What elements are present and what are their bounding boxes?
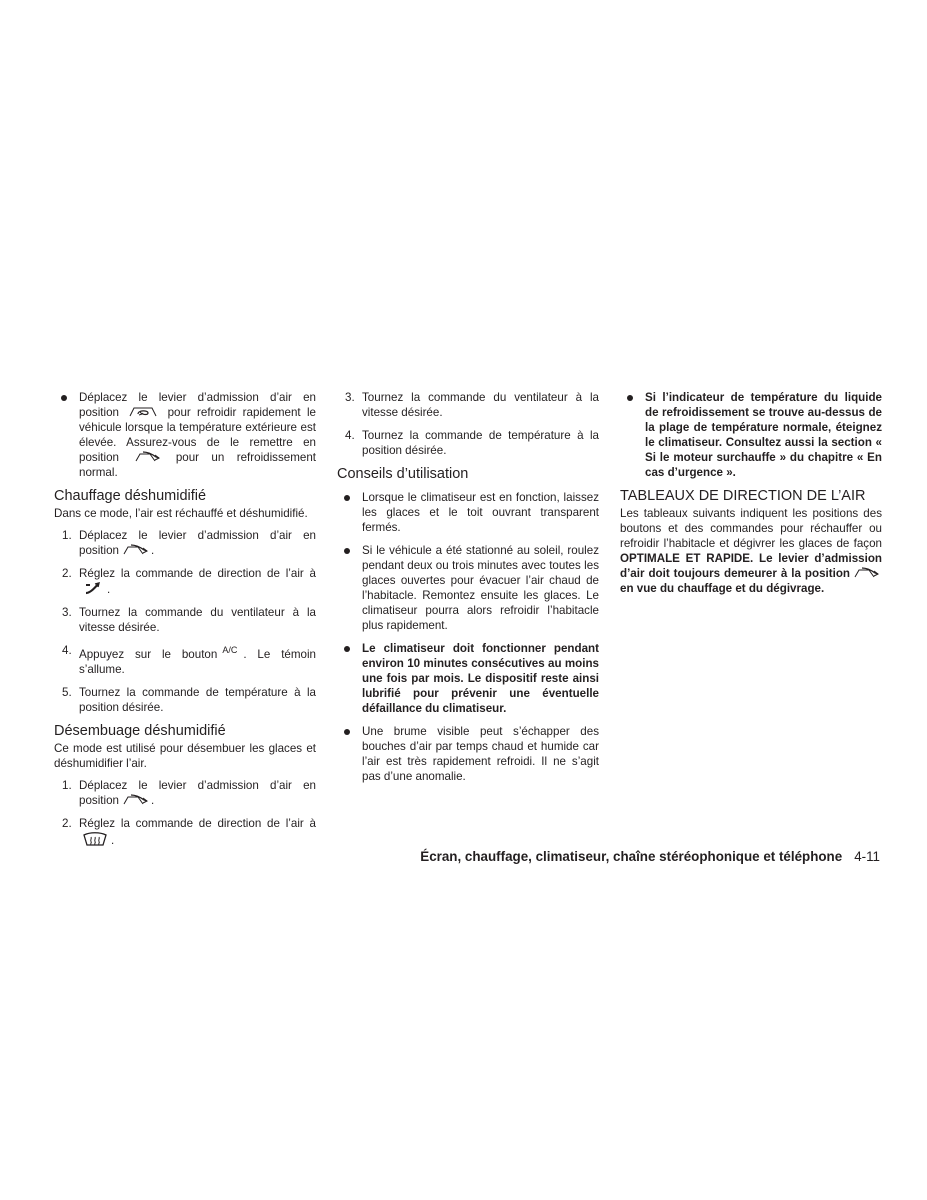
step-text: Tournez la commande du ventilateur à la vitesse désirée. [362, 391, 599, 419]
outside-air-icon [122, 543, 148, 556]
heading-chauffage-deshumidifie: Chauffage déshumidifié [54, 488, 207, 504]
step-text: Tournez la commande de température à la position désirée. [79, 686, 316, 714]
chapter-title: Écran, chauffage, climatiseur, chaîne stéréophonique et téléphone [420, 849, 843, 864]
step-tail: . Le témoin s’allume. [79, 648, 317, 676]
outside-air-icon [122, 793, 148, 806]
defroster-icon [82, 831, 108, 846]
tip-bullet: Si le véhicule a été stationné au soleil, roulez pendant deux ou trois minutes avec toutes les glaces ouvertes pour évacuer l’air chaud de l’habitacle. Remontez ensuite les glaces. Le climatiseur pourra alors refroidir l’habitacle plus rapidement. [337, 543, 599, 633]
step-5 [54, 685, 316, 715]
step-number: 4. [345, 429, 355, 442]
step-text: Appuyez sur le bouton [79, 648, 218, 661]
step-tail: . [107, 583, 111, 596]
step-1 [54, 778, 316, 808]
step-text: Tournez la commande de température à la position désirée. [362, 429, 599, 457]
step-4 [337, 428, 599, 458]
column-middle [337, 390, 599, 792]
paragraph-tableaux [620, 506, 882, 596]
bullet-text-end: pour un refroidissement normal. [79, 451, 316, 479]
paragraph-desembuage: Ce mode est utilisé pour désembuer les glaces et déshumidifier l’air. [54, 742, 316, 770]
paragraph-bold-end: en vue du chauffage et du dégivrage. [620, 582, 825, 595]
step-number: 2. [62, 817, 72, 830]
paragraph-bold: OPTIMALE ET RAPIDE. Le levier d’admission d’air doit toujours demeurer à la position [620, 552, 882, 580]
heading-conseils-utilisation: Conseils d’utilisation [337, 466, 469, 482]
column-right [620, 390, 882, 596]
step-number: 3. [345, 391, 355, 404]
outside-air-icon [853, 566, 879, 579]
step-number: 1. [62, 529, 72, 542]
step-tail: . [150, 794, 155, 807]
tip-bullet: Une brume visible peut s’échapper des bouches d’air par temps chaud et humide car l’air est très rapidement refroidi. Il ne s’agit pas d’une anomalie. [337, 724, 599, 784]
bullet-recirculation [54, 390, 316, 480]
step-text: Réglez la commande de direction de l’air à [79, 567, 316, 580]
step-number: 2. [62, 567, 72, 580]
step-text: Tournez la commande du ventilateur à la vitesse désirée. [79, 606, 316, 634]
step-3 [337, 390, 599, 420]
bullet-text-cont: pour refroidir rapidement le véhicule lorsque la température extérieure est élevée. Assurez-vous de le remettre en position [79, 406, 316, 464]
tip-bullet-bold: Le climatiseur doit fonctionner pendant environ 10 minutes consécutives au moins une fois par mois. Le dispositif reste ainsi lubrifié pour prévenir une éventuelle défaillance du climatiseur. [337, 641, 599, 716]
heading-desembuage-deshumidifie: Désembuage déshumidifié [54, 723, 226, 739]
air-recirculation-icon [128, 405, 158, 418]
page-number: 4-11 [854, 849, 880, 864]
step-number: 4. [62, 644, 72, 657]
step-number: 1. [62, 779, 72, 792]
step-text: Déplacez le levier d’admission d’air en position [79, 779, 316, 807]
foot-vent-icon [82, 581, 104, 595]
step-tail: . [150, 544, 155, 557]
step-text: Déplacez le levier d’admission d’air en position [79, 529, 316, 557]
tip-bullet: Lorsque le climatiseur est en fonction, laissez les glaces et le toit ouvrant transparent fermés. [337, 490, 599, 535]
step-tail: . [111, 834, 115, 847]
outside-air-icon [134, 450, 160, 463]
bullet-text: Déplacez le levier d’admission d’air en position [79, 391, 316, 419]
step-2 [54, 816, 316, 848]
step-3 [54, 605, 316, 635]
step-4 [54, 643, 316, 677]
ac-button-label: A/C [222, 645, 238, 655]
page-footer [420, 849, 880, 864]
heading-tableaux-direction-air: TABLEAUX DE DIRECTION DE L’AIR [620, 488, 866, 504]
column-left [54, 390, 316, 856]
step-text: Réglez la commande de direction de l’air à [79, 817, 316, 830]
step-number: 5. [62, 686, 72, 699]
paragraph-text: Les tableaux suivants indiquent les positions des boutons et des commandes pour réchauffer ou refroidir l’habitacle et dégivrer les glaces de façon [620, 507, 882, 550]
step-number: 3. [62, 606, 72, 619]
warning-bullet: Si l’indicateur de température du liquide de refroidissement se trouve au-dessus de la plage de température normale, éteignez le climatiseur. Consultez aussi la section « Si le moteur surchauffe » du chapitre « En cas d’urgence ». [620, 390, 882, 480]
step-2 [54, 566, 316, 597]
paragraph-chauffage: Dans ce mode, l’air est réchauffé et déshumidifié. [54, 507, 308, 520]
step-1 [54, 528, 316, 558]
